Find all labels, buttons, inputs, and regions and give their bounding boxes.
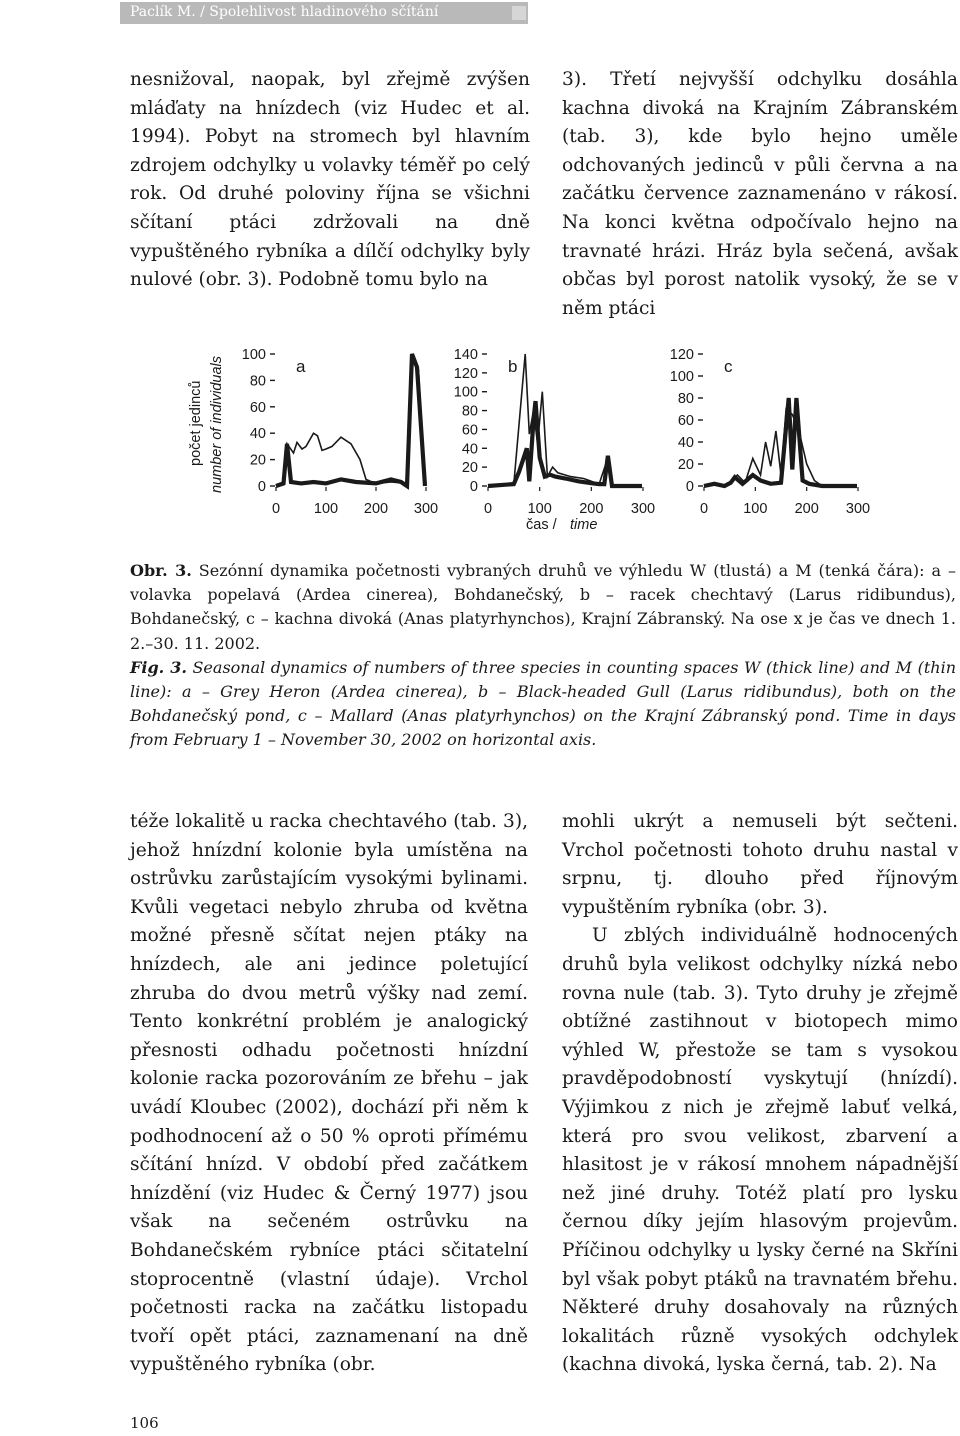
x-tick-label: 0: [483, 501, 493, 517]
xlabel-en: time: [570, 517, 598, 533]
panel-label-a: a: [296, 357, 306, 376]
series-line-M-panel-c: [704, 409, 857, 486]
x-tick-label: 100: [313, 501, 339, 517]
body-column-bottom-right: [562, 808, 958, 1380]
y-tick-label: 100: [241, 347, 266, 363]
x-tick-label: 100: [527, 501, 552, 517]
x-tick-label: 200: [579, 501, 604, 517]
caption-en-text: Seasonal dynamics of numbers of three species in counting spaces W (thick line) and M (thin line): a – Grey Heron (Ardea cinerea), b – Black-headed Gull (Larus ridibundus), both on the Bohdanečský pond, c – Mallard (Anas platyrhynchos) on the Krajní Zábranský pond. Time in days from February 1 – November 30, 2002 on horizontal axis.: [130, 657, 956, 750]
y-tick-label: 40: [249, 426, 266, 443]
y-tick-label: 80: [461, 403, 478, 420]
y-tick-label: 80: [677, 391, 694, 407]
paragraph: téže lokalitě u racka chechtavého (tab. 3), jehož hnízdní kolonie byla umístěna na ostrůvku zarůstajícím vysokými bylinami. Kvůli vegetaci nebylo zhruba od května možné přesně sčítat nejen ptáky na hnízdech, ale ani jedince poletující zhruba do dvou metrů výšky nad zemí. Tento konkrétní problém je analogický přesnosti odhadu početnosti hnízdní kolonie racka pozorováním ze břehu – jak uvádí Kloubec (2002), dochází při něm k podhodnocení až o 50 % oproti přímému sčítání hnízd. V období před začátkem hnízdění (viz Hudec & Černý 1977) jsou však na sečeném ostrůvku na Bohdanečském rybníce ptáci sčitatelní stoprocentně (vlastní údaje). Vrchol početnosti racka na začátku listopadu tvoří opět ptáci, zaznamenaní na dně vypuštěného rybníka (obr.: [130, 811, 528, 1376]
ylabel-en: number of individuals: [209, 355, 225, 493]
y-tick-label: 20: [249, 452, 266, 469]
y-tick-label: 100: [669, 369, 694, 385]
y-tick-label: 120: [453, 365, 478, 382]
y-tick-label: 0: [257, 479, 266, 495]
y-tick-label: 20: [677, 457, 694, 473]
paragraph: U zblých individuálně hodnocených druhů byla velikost odchylky nízká nebo rovna nule (tab. 3). Tyto druhy je zřejmě obtížné zastihnout v biotopech mimo výhled W, přestože se tam s vysokou pravděpodobností vyskytují (hnízdí). Výjimkou z nich je zřejmě labuť velká, která pro svou velikost, zbarvení a hlasitost je v rákosí mnohem nápadnější než jiné druhy. Totéž platí pro lysku černou díky jejím hlasovým projevům. Příčinou odchylky u lysky černé na Skříni byl však pobyt ptáků na travnatém břehu. Některé druhy dosahovaly na různých lokalitách různě vysokých odchylek (kachna divoká, lyska černá, tab. 2). Na: [562, 925, 958, 1376]
paragraph: 3). Třetí nejvyšší odchylku dosáhla kachna divoká na Krajním Zábranském (tab. 3), kde bylo hejno uměle odchovaných jedinců v půli června a na začátku července zaznamenáno v rákosí. Na konci května odpočívalo hejno na travnaté hrázi. Hráz byla sečená, avšak občas byl porost natolik vysoký, že se v něm ptáci: [562, 69, 958, 319]
running-title: Paclík M. / Spolehlivost hladinového sčítání: [130, 4, 439, 20]
header-square: [512, 6, 526, 20]
body-column-bottom-left: [130, 808, 528, 1380]
x-tick-label: 300: [845, 501, 871, 517]
caption-en-label: Fig. 3.: [130, 657, 187, 677]
y-tick-label: 20: [461, 460, 478, 477]
panel-label-b: b: [508, 357, 518, 376]
x-tick-label: 0: [699, 501, 709, 517]
x-tick-label: 300: [413, 501, 439, 517]
paragraph: nesnižoval, naopak, byl zřejmě zvýšen mláďaty na hnízdech (viz Hudec et al. 1994). Pobyt na stromech byl hlavním zdrojem odchylky u volavky téměř po celý rok. Od druhé poloviny října se všichni sčítaní ptáci zdržovali na dně vypuštěného rybníka a dílčí odchylky byly nulové (obr. 3). Podobně tomu bylo na: [130, 69, 530, 291]
body-column-top-right: [562, 66, 958, 323]
y-tick-label: 100: [453, 384, 478, 401]
x-tick-label: 100: [743, 501, 768, 517]
caption-cz-text: Sezónní dynamika početnosti vybraných druhů ve výhledu W (tlustá) a M (tenká čára): a – volavka popelavá (Ardea cinerea), Bohdanečský, b – racek chechtavý (Larus ridibundus), Bohdanečský, c – kachna divoká (Anas platyrhynchos), Krajní Zábranský. Na ose x je čas ve dnech 1. 2.–30. 11. 2002.: [130, 561, 956, 653]
x-tick-label: 300: [630, 501, 656, 517]
caption-en: [130, 656, 956, 753]
xlabel-cz: čas /: [526, 517, 557, 533]
page-number: 106: [130, 1414, 159, 1432]
series-line-M-panel-a: [276, 357, 425, 486]
figure-3: [180, 338, 900, 538]
paragraph: mohli ukrýt a nemuseli být sečteni. Vrchol početnosti tohoto druhu nastal v srpnu, tj. dlouho před říjnovým vypuštěním rybníka (obr. 3).: [562, 811, 958, 918]
y-tick-label: 60: [677, 413, 694, 429]
figure-3-chart: [180, 338, 900, 538]
y-tick-label: 40: [677, 435, 694, 451]
caption-cz-label: Obr. 3.: [130, 561, 192, 580]
y-tick-label: 0: [469, 479, 478, 495]
x-tick-label: 200: [794, 501, 819, 517]
y-tick-label: 40: [461, 441, 478, 458]
figure-caption: [130, 559, 956, 753]
series-line-W-panel-b: [488, 401, 642, 486]
x-tick-label: 200: [363, 501, 389, 517]
running-header: [0, 0, 960, 28]
panel-label-c: c: [724, 357, 733, 376]
y-tick-label: 60: [461, 422, 478, 439]
y-tick-label: 80: [249, 373, 266, 390]
y-tick-label: 140: [453, 347, 478, 363]
y-tick-label: 0: [685, 479, 694, 495]
caption-cz: [130, 559, 956, 656]
ylabel-cz: počet jedinců: [188, 380, 204, 466]
body-column-top-left: [130, 66, 530, 295]
y-tick-label: 120: [669, 347, 694, 363]
x-tick-label: 0: [271, 501, 281, 517]
y-tick-label: 60: [249, 399, 266, 416]
